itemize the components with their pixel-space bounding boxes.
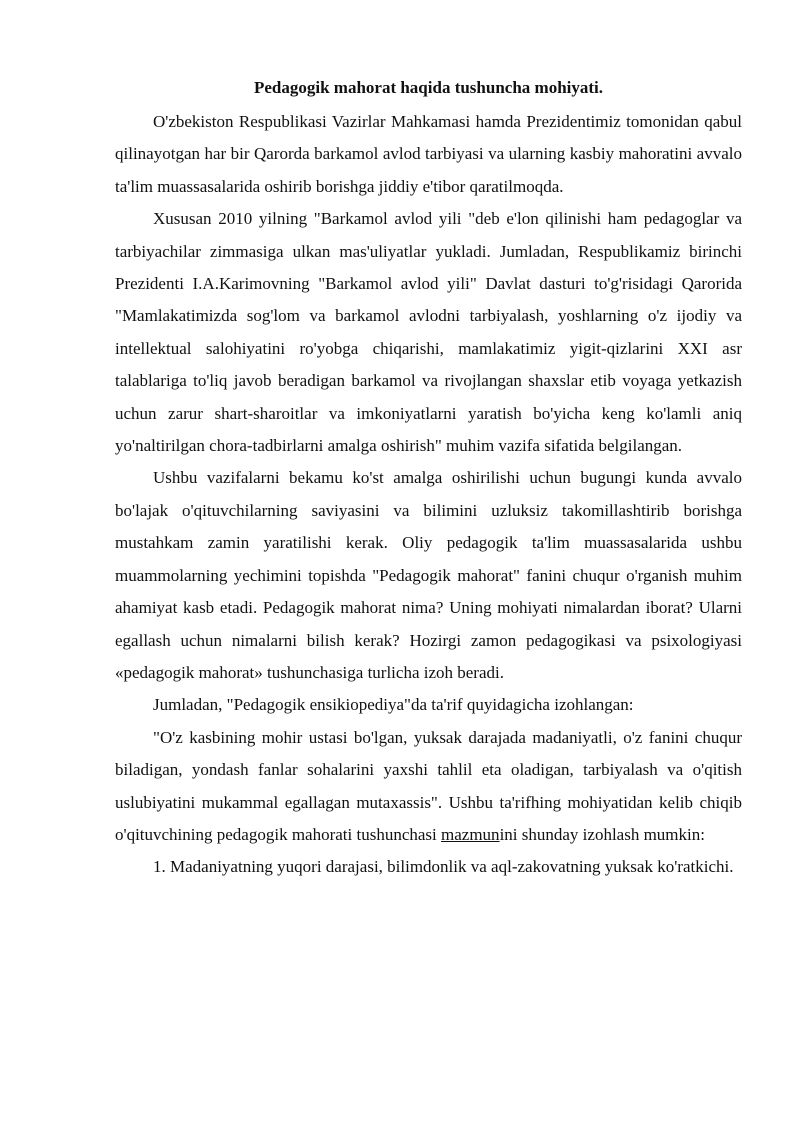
paragraph-5-tail: ini shunday izohlash mumkin: (499, 824, 705, 844)
document-body (115, 106, 742, 884)
underlined-word: mazmun (441, 824, 500, 844)
paragraph-2: Xususan 2010 yilning "Barkamol avlod yili "deb e'lon qilinishi ham pedagoglar va tarbiyachilar zimmasiga ulkan mas'uliyatlar yukladi. Jumladan, Respublikamiz birinchi Prezidenti I.A.Karimovning "Barkamol avlod yili" Davlat dasturi to'g'risidagi Qarorida "Mamlakatimizda sog'lom va barkamol avlodni tarbiyalash, yoshlarning o'z ijodiy va intellektual salohiyatini ro'yobga chiqarishi, mamlakatimiz yigit-qizlarini XXI asr talablariga to'liq javob beradigan barkamol va rivojlangan shaxslar etib voyaga yetkazish uchun zarur shart-sharoitlar va imkoniyatlarni yaratish bo'yicha keng ko'lamli aniq yo'naltirilgan chora-tadbirlarni amalga oshirish" muhim vazifa sifatida belgilangan. (115, 209, 742, 456)
list-item-1: 1. Madaniyatning yuqori darajasi, bilimdonlik va aql-zakovatning yuksak ko'ratkichi. (153, 857, 734, 877)
document-title: Pedagogik mahorat haqida tushuncha mohiyati. (253, 78, 604, 97)
paragraph-4: Jumladan, "Pedagogik ensikiopediya"da ta'rif quyidagicha izohlangan: (153, 695, 634, 715)
paragraph-5 (115, 722, 742, 852)
paragraph-3: Ushbu vazifalarni bekamu ko'st amalga oshirilishi uchun bugungi kunda avvalo bo'lajak o'qituvchilarning saviyasini va bilimini uzluksiz takomillashtirib borishga mustahkam zamin yaratilishi kerak. Oliy pedagogik ta'lim muassasalarida ushbu muammolarning yechimini topishda "Pedagogik mahorat" fanini chuqur o'rganish muhim ahamiyat kasb etadi. Pedagogik mahorat nima? Uning mohiyati nimalardan iborat? Ularni egallash uchun nimalarni bilish kerak? Hozirgi zamon pedagogikasi va psixologiyasi «pedagogik mahorat» tushunchasiga turlicha izoh beradi. (115, 468, 742, 682)
paragraph-1: O'zbekiston Respublikasi Vazirlar Mahkamasi hamda Prezidentimiz tomonidan qabul qilinayotgan har bir Qarorda barkamol avlod tarbiyasi va ularning kasbiy mahoratini avvalo ta'lim muassasalarida oshirib borishga jiddiy e'tibor qaratilmoqda. (115, 112, 742, 196)
paragraph-5-text: "O'z kasbining mohir ustasi bo'lgan, yuksak darajada madaniyatli, o'z fanini chuqur biladigan, yondash fanlar sohalarini yaxshi tahlil eta oladigan, tarbiyalash va o'qitish uslubiyatini mukammal egallagan mutaxassis". Ushbu ta'rifhing mohiyatidan kelib chiqib o'qituvchining pedagogik mahorati tushunchasi (115, 727, 742, 844)
